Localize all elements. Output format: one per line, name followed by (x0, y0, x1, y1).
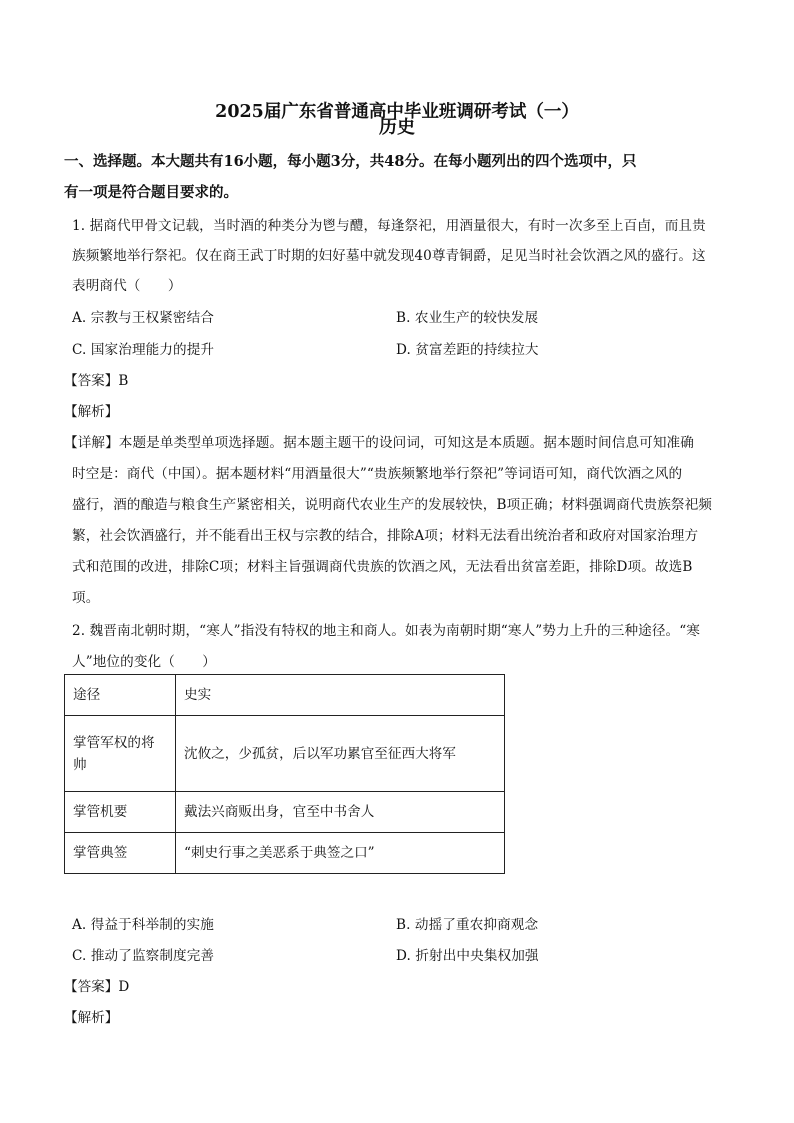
exam-title: 2025届广东省普通高中毕业班调研考试（一） (215, 102, 579, 122)
section-heading-line1: 一、选择题。本大题共有16小题，每小题3分，共48分。在每小题列出的四个选项中，只 (64, 153, 637, 170)
q1-option-c: C. 国家治理能力的提升 (72, 342, 215, 358)
table-row (65, 833, 505, 874)
table-header-path: 途径 (65, 675, 176, 716)
table-cell-fact: 沈攸之，少孤贫，后以军功累官至征西大将军 (176, 716, 505, 792)
q1-stem-line3: 表明商代（ ） (72, 278, 182, 294)
q2-option-b: B. 动摇了重农抑商观念 (396, 917, 539, 933)
table-cell-fact: 戴法兴商贩出身，官至中书舍人 (176, 792, 505, 833)
table-header-row (65, 675, 505, 716)
q1-detail-line2: 时空是：商代（中国）。据本题材料“用酒量很大”“贵族频繁地举行祭祀”等词语可知，商代饮酒之风的 (72, 466, 683, 482)
q2-analysis-label: 【解析】 (64, 1010, 119, 1026)
q1-option-b: B. 农业生产的较快发展 (396, 310, 539, 326)
table-header-fact: 史实 (176, 675, 505, 716)
table-row (65, 716, 505, 792)
q1-detail-line5: 式和范围的改进，排除C项；材料主旨强调商代贵族的饮酒之风，无法看出贫富差距，排除D项。故选B (72, 559, 693, 575)
q1-answer: 【答案】B (64, 373, 129, 389)
q2-option-d: D. 折射出中央集权加强 (396, 948, 539, 964)
q2-option-c: C. 推动了监察制度完善 (72, 948, 215, 964)
table-cell-path: 掌管典签 (65, 833, 176, 874)
q2-stem-line1: 2. 魏晋南北朝时期，“寒人”指没有特权的地主和商人。如表为南朝时期“寒人”势力上升的三种途径。“寒 (72, 623, 700, 639)
subject-text: 历史 (379, 117, 415, 138)
table-cell-fact: “刺史行事之美恶系于典签之口” (176, 833, 505, 874)
table-cell-path (65, 716, 176, 792)
q1-detail-line1: 【详解】本题是单类型单项选择题。据本题主题干的设问词，可知这是本质题。据本题时间信息可知准确 (64, 435, 694, 451)
q1-detail-line6: 项。 (72, 590, 100, 606)
table-cell-path: 掌管机要 (65, 792, 176, 833)
q1-stem-line2: 族频繁地举行祭祀。仅在商王武丁时期的妇好墓中就发现40尊青铜爵，足见当时社会饮酒之风的盛行。这 (72, 248, 706, 264)
q2-stem-line2: 人”地位的变化（ ） (72, 654, 216, 670)
table-cell-path-line2: 帅 (73, 756, 87, 773)
section-heading-line2: 有一项是符合题目要求的。 (64, 184, 238, 201)
q2-answer: 【答案】D (64, 979, 130, 995)
table-cell-path-line1: 掌管军权的将 (73, 734, 155, 751)
q1-stem-line1: 1. 据商代甲骨文记载，当时酒的种类分为鬯与醴，每逢祭祀，用酒量很大，有时一次多至上百卣，而且贵 (72, 218, 706, 234)
q2-option-a: A. 得益于科举制的实施 (72, 917, 215, 933)
q1-detail-line4: 繁，社会饮酒盛行，并不能看出王权与宗教的结合，排除A项；材料无法看出统治者和政府对国家治理方 (72, 528, 699, 544)
q1-analysis-label: 【解析】 (64, 404, 119, 420)
history-table (64, 674, 505, 874)
table-row (65, 792, 505, 833)
subject-title (0, 113, 794, 139)
q1-detail-line3: 盛行，酒的酿造与粮食生产紧密相关，说明商代农业生产的发展较快，B项正确；材料强调商代贵族祭祀频 (72, 497, 712, 513)
q1-option-d: D. 贫富差距的持续拉大 (396, 342, 539, 358)
q1-option-a: A. 宗教与王权紧密结合 (72, 310, 215, 326)
